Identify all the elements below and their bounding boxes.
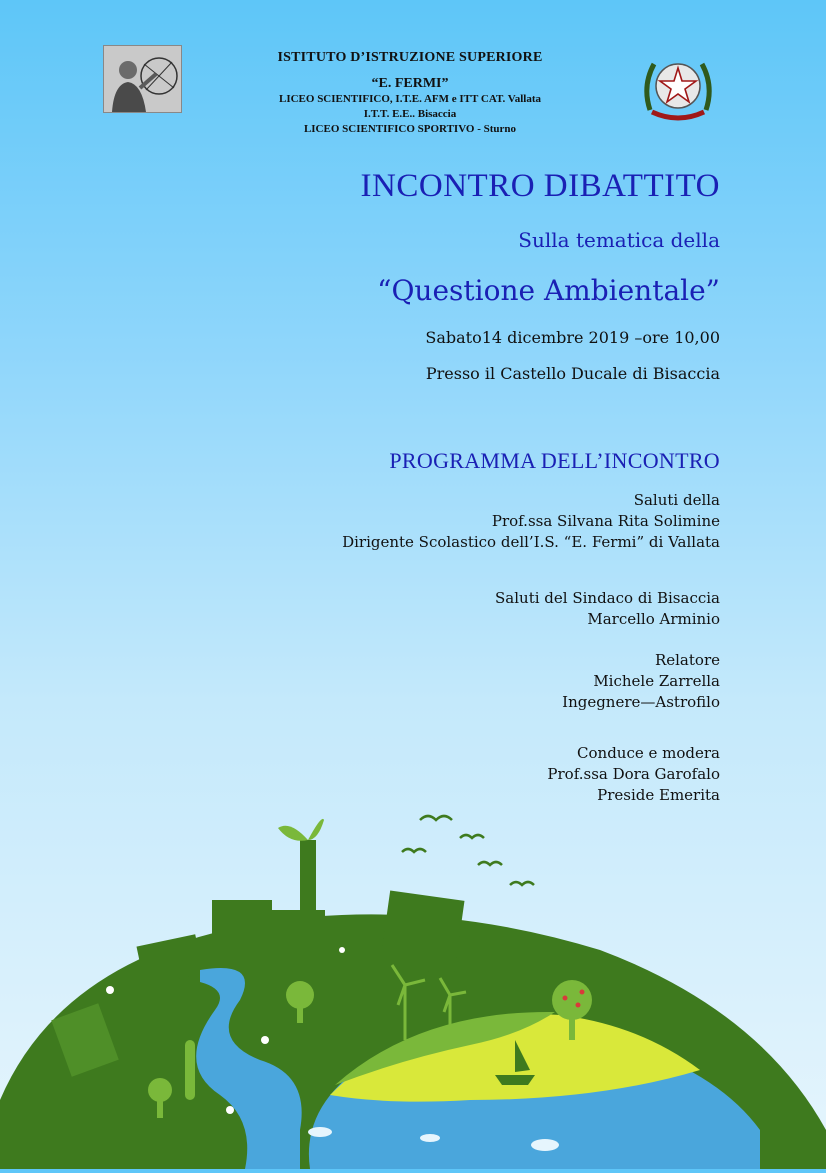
school-header bbox=[210, 50, 610, 137]
fermi-portrait-icon bbox=[104, 46, 181, 112]
event-place: Presso il Castello Ducale di Bisaccia bbox=[425, 364, 720, 383]
program-line: Preside Emerita bbox=[597, 786, 720, 804]
program-heading: PROGRAMMA DELL’INCONTRO bbox=[389, 448, 720, 473]
green-earth-illustration bbox=[0, 800, 826, 1169]
event-theme: “Questione Ambientale” bbox=[377, 274, 720, 307]
event-title: INCONTRO DIBATTITO bbox=[360, 168, 720, 204]
program-line: Michele Zarrella bbox=[593, 672, 720, 690]
school-branch-2: I.T.T. E.E.. Bisaccia bbox=[363, 108, 457, 120]
school-branch-1: LICEO SCIENTIFICO, I.T.E. AFM e ITT CAT. Vallata bbox=[278, 93, 541, 105]
school-branch-3: LICEO SCIENTIFICO SPORTIVO - Sturno bbox=[303, 123, 517, 135]
program-block-greetings bbox=[342, 490, 720, 553]
italian-republic-emblem bbox=[640, 50, 716, 124]
program-line: Dirigente Scolastico dell’I.S. “E. Fermi” di Vallata bbox=[342, 533, 720, 551]
green-earth-icon bbox=[0, 800, 826, 1169]
program-line: Prof.ssa Silvana Rita Solimine bbox=[491, 512, 720, 530]
program-line: Ingegnere—Astrofilo bbox=[562, 693, 720, 711]
program-line: Saluti del Sindaco di Bisaccia bbox=[495, 589, 720, 607]
event-date: Sabato14 dicembre 2019 –ore 10,00 bbox=[425, 328, 720, 347]
program-block-moderator bbox=[547, 743, 720, 806]
school-type: ISTITUTO D’ISTRUZIONE SUPERIORE bbox=[277, 50, 543, 65]
republic-emblem-icon bbox=[640, 50, 716, 124]
program-line: Marcello Arminio bbox=[587, 610, 720, 628]
program-line: Prof.ssa Dora Garofalo bbox=[547, 765, 720, 783]
program-block-mayor bbox=[495, 588, 720, 630]
program-line: Saluti della bbox=[633, 491, 720, 509]
school-name: “E. FERMI” bbox=[371, 76, 449, 91]
program-line: Relatore bbox=[654, 651, 720, 669]
program-line: Conduce e modera bbox=[577, 744, 720, 762]
program-block-speaker bbox=[562, 650, 720, 713]
fermi-portrait-image bbox=[103, 45, 182, 113]
event-subtitle: Sulla tematica della bbox=[518, 228, 720, 252]
